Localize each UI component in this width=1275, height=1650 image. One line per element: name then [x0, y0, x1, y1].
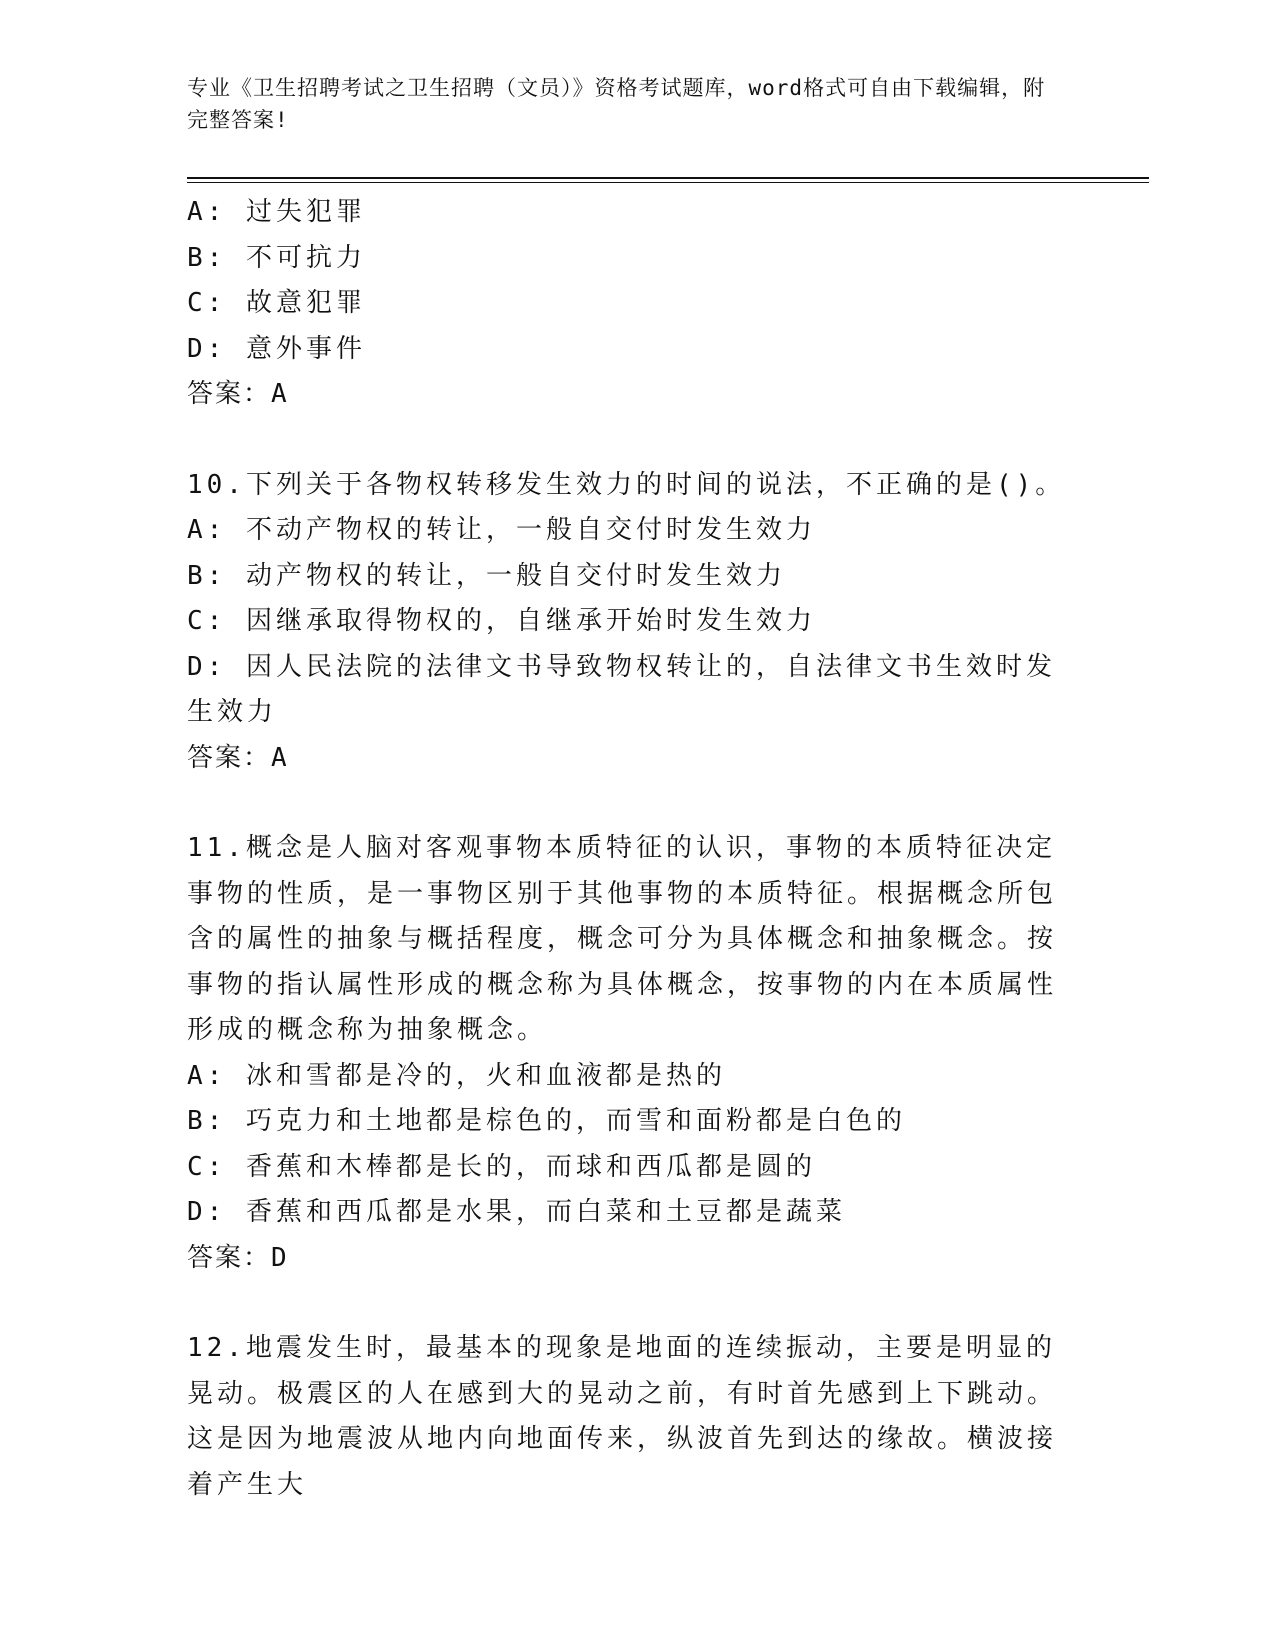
- question-text: 11.概念是人脑对客观事物本质特征的认识，事物的本质特征决定事物的性质，是一事物区别于其他事物的本质特征。根据概念所包含的属性的抽象与概括程度，概念可分为具体概念和抽象概念。按事物的指认属性形成的概念称为具体概念，按事物的内在本质属性形成的概念称为抽象概念。: [187, 833, 1058, 1045]
- option-c: C: 故意犯罪: [187, 288, 366, 318]
- option-c: C: 因继承取得物权的，自继承开始时发生效力: [187, 606, 816, 636]
- option-b: B: 不可抗力: [187, 242, 366, 273]
- option-a: A: 过失犯罪: [187, 197, 366, 227]
- answer: 答案：D: [187, 1242, 289, 1273]
- option-c: C: 香蕉和木棒都是长的，而球和西瓜都是圆的: [187, 1151, 816, 1182]
- question-text: 10.下列关于各物权转移发生效力的时间的说法，不正确的是()。: [187, 469, 1066, 500]
- header-rule-thick: [187, 177, 1149, 179]
- option-a: A: 不动产物权的转让，一般自交付时发生效力: [187, 515, 816, 545]
- answer: 答案：A: [187, 379, 289, 409]
- spacer: [187, 1281, 1067, 1326]
- spacer: [187, 781, 1067, 826]
- document-header: 专业《卫生招聘考试之卫生招聘（文员）》资格考试题库，word格式可自由下载编辑，附完整答案!: [187, 76, 1046, 132]
- question-12: [187, 1326, 1067, 1508]
- option-d: D: 意外事件: [187, 333, 366, 364]
- question-10: [187, 463, 1067, 782]
- option-b: B: 动产物权的转让，一般自交付时发生效力: [187, 560, 786, 591]
- question-11: [187, 826, 1067, 1281]
- spacer: [187, 418, 1067, 463]
- question-9-options: [187, 190, 1067, 418]
- question-text: 12.地震发生时，最基本的现象是地面的连续振动，主要是明显的晃动。极震区的人在感到大的晃动之前，有时首先感到上下跳动。这是因为地震波从地内向地面传来，纵波首先到达的缘故。横波接着产生大: [187, 1333, 1058, 1500]
- option-d: D: 因人民法院的法律文书导致物权转让的，自法律文书生效时发生效力: [187, 651, 1056, 727]
- question-content: [187, 190, 1067, 1508]
- option-a: A: 冰和雪都是冷的，火和血液都是热的: [187, 1060, 726, 1091]
- option-d: D: 香蕉和西瓜都是水果，而白菜和土豆都是蔬菜: [187, 1197, 846, 1227]
- option-b: B: 巧克力和土地都是棕色的，而雪和面粉都是白色的: [187, 1106, 906, 1136]
- header-rule-thin: [187, 182, 1149, 183]
- answer: 答案：A: [187, 742, 289, 773]
